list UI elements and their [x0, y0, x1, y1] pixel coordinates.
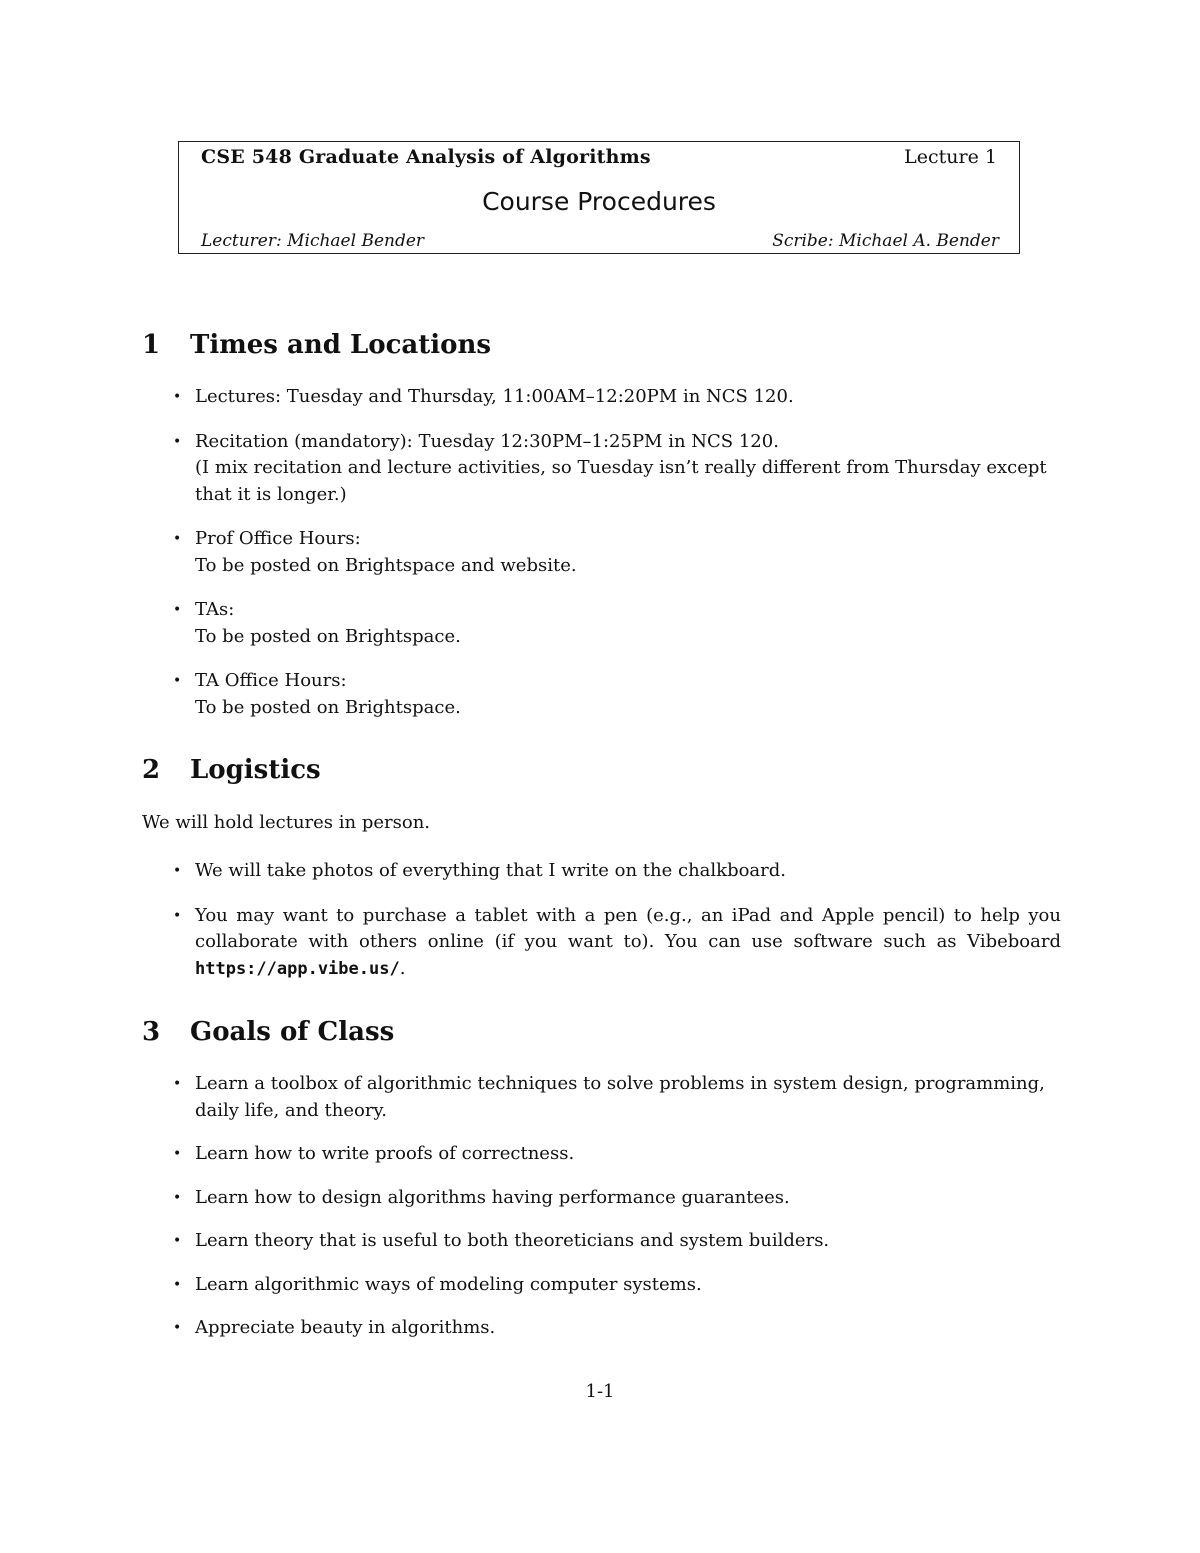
item-detail: To be posted on Brightspace.: [195, 696, 461, 718]
list-item: [173, 1071, 1061, 1124]
lecture-title: Course Procedures: [482, 187, 716, 216]
logistics-intro: We will hold lectures in person.: [142, 812, 431, 833]
bullet-icon: •: [173, 1146, 182, 1162]
item-text: You may want to purchase a tablet with a pen (e.g., an iPad and Apple pencil) to help you collaborate with others online (if you want to). You can use software such as Vibeboard: [195, 904, 1061, 952]
item-period: .: [399, 957, 406, 979]
bullet-icon: •: [173, 907, 182, 924]
bullet-icon: •: [173, 1076, 182, 1092]
scribe-name: Scribe: Michael A. Bender: [772, 231, 999, 251]
section-title: Times and Locations: [190, 330, 492, 360]
item-text: Lectures: Tuesday and Thursday, 11:00AM–12:20PM in NCS 120.: [195, 386, 794, 407]
bullet-icon: •: [173, 389, 182, 405]
list-item: [173, 858, 1061, 885]
section-number: 2: [142, 755, 161, 785]
times-locations-list: [173, 384, 1061, 721]
vibeboard-link[interactable]: https://app.vibe.us/: [195, 958, 400, 979]
section-heading-goals: [142, 1017, 394, 1047]
list-item: [173, 526, 1061, 579]
item-text: We will take photos of everything that I write on the chalkboard.: [195, 860, 787, 881]
lecture-header-box: [178, 141, 1020, 254]
item-text: Prof Office Hours:: [195, 528, 361, 549]
bullet-icon: •: [173, 673, 182, 689]
bullet-icon: •: [173, 1276, 182, 1293]
section-title: Logistics: [190, 755, 321, 785]
list-item: [173, 597, 1061, 650]
list-item: [173, 903, 1061, 983]
item-text: Appreciate beauty in algorithms.: [195, 1317, 496, 1338]
section-heading-logistics: [142, 755, 321, 785]
section-number: 3: [142, 1017, 161, 1047]
bullet-icon: •: [173, 1320, 182, 1336]
lecture-number: Lecture 1: [904, 146, 997, 168]
bullet-icon: •: [173, 1189, 182, 1206]
item-text: Learn how to design algorithms having performance guarantees.: [195, 1186, 790, 1208]
item-text: Learn how to write proofs of correctness.: [195, 1143, 575, 1164]
bullet-icon: •: [173, 1233, 182, 1249]
list-item: [173, 1228, 1061, 1255]
item-text: Recitation (mandatory): Tuesday 12:30PM–1:25PM in NCS 120.: [195, 430, 779, 452]
bullet-icon: •: [173, 863, 182, 879]
list-item: [173, 384, 1061, 411]
list-item: [173, 1141, 1061, 1168]
list-item: [173, 1185, 1061, 1212]
item-note: (I mix recitation and lecture activities, so Tuesday isn’t really different from Thursday except that it is longer.): [195, 457, 1047, 505]
item-text: TAs:: [195, 599, 235, 620]
lecturer-name: Lecturer: Michael Bender: [201, 231, 425, 251]
list-item: [173, 668, 1061, 721]
item-detail: To be posted on Brightspace.: [195, 625, 461, 647]
item-text: Learn a toolbox of algorithmic techniques to solve problems in system design, programming, daily life, and theory.: [195, 1073, 1045, 1121]
item-text: Learn algorithmic ways of modeling computer systems.: [195, 1273, 702, 1295]
section-title: Goals of Class: [190, 1017, 395, 1047]
logistics-list: [173, 858, 1061, 982]
section-heading-times-locations: [142, 330, 491, 360]
bullet-icon: •: [173, 602, 182, 618]
list-item: [173, 1315, 1061, 1342]
bullet-icon: •: [173, 531, 182, 547]
item-text: TA Office Hours:: [195, 670, 347, 691]
section-number: 1: [142, 330, 161, 360]
page-number: 1-1: [585, 1381, 615, 1402]
course-name: CSE 548 Graduate Analysis of Algorithms: [201, 146, 651, 168]
item-text: Learn theory that is useful to both theoreticians and system builders.: [195, 1230, 830, 1251]
goals-list: [173, 1071, 1061, 1342]
list-item: [173, 1272, 1061, 1299]
item-detail: To be posted on Brightspace and website.: [195, 554, 577, 576]
list-item: [173, 429, 1061, 509]
bullet-icon: •: [173, 433, 182, 450]
